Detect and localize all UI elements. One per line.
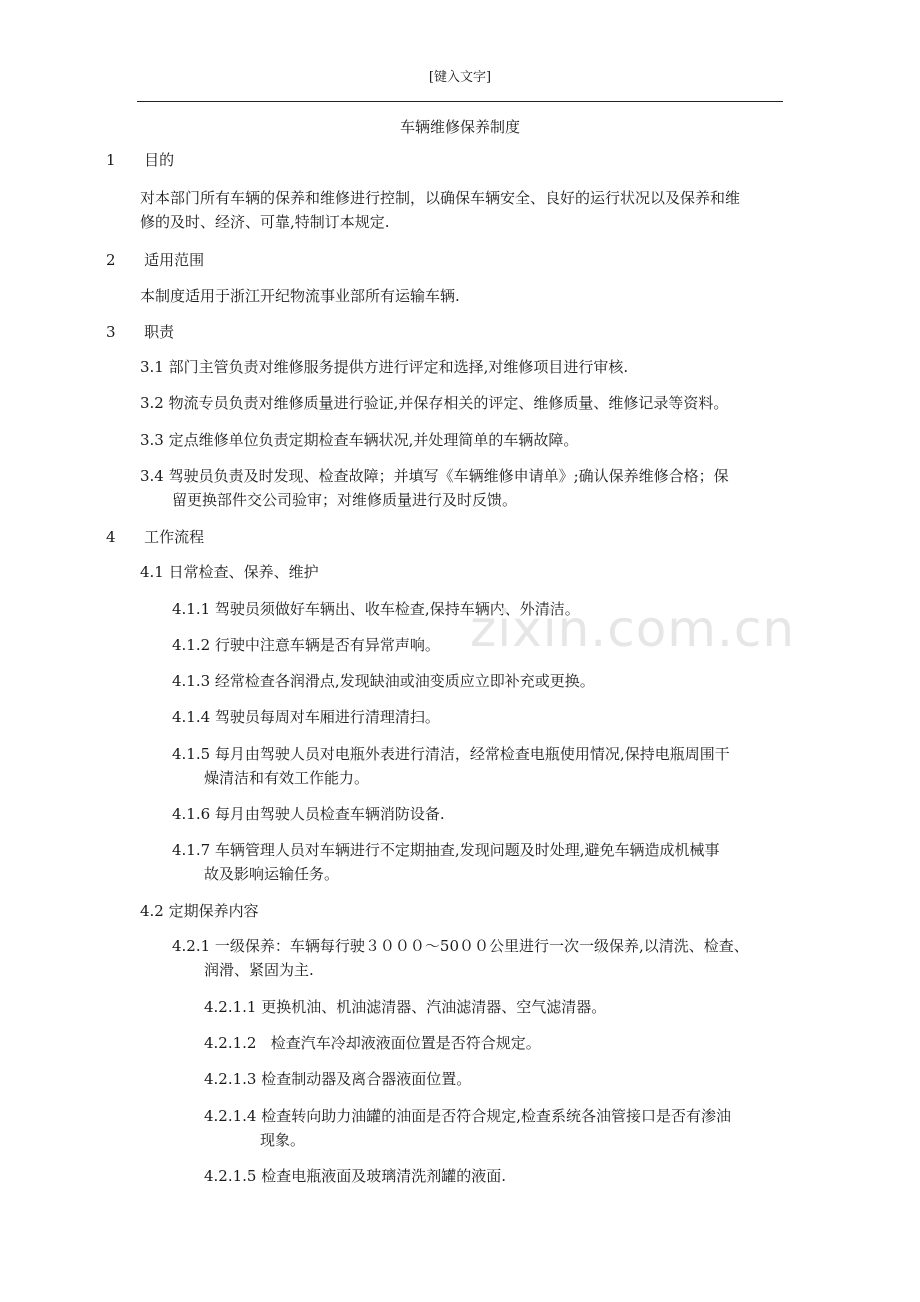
header-divider — [137, 101, 783, 102]
body-line: 4.2 定期保养内容 — [140, 902, 259, 920]
body-line: 4 工作流程 — [106, 528, 205, 546]
body-line: 4.2.1.4 检查转向助力油罐的油面是否符合规定,检查系统各油管接口是否有渗油 — [204, 1107, 732, 1125]
body-line: 3.1 部门主管负责对维修服务提供方进行评定和选择,对维修项目进行审核. — [140, 358, 629, 376]
body-line: 4.2.1 一级保养：车辆每行驶３０００～50００公里进行一次一级保养,以清洗、检查、 — [172, 937, 749, 955]
body-line: 4.1.5 每月由驾驶人员对电瓶外表进行清洁，经常检查电瓶使用情况,保持电瓶周围干 — [172, 745, 730, 763]
body-line: 1 目的 — [106, 151, 175, 169]
body-line: 4.1.7 车辆管理人员对车辆进行不定期抽查,发现问题及时处理,避免车辆造成机械事 — [172, 841, 720, 859]
body-line: 燥清洁和有效工作能力。 — [204, 769, 370, 787]
body-line: 3 职责 — [106, 323, 175, 341]
body-line: 4.1.6 每月由驾驶人员检查车辆消防设备. — [172, 805, 445, 823]
body-line: 故及影响运输任务。 — [204, 865, 340, 883]
document-title: 车辆维修保养制度 — [399, 118, 520, 136]
body-line: 4.2.1.3 检查制动器及离合器液面位置。 — [204, 1070, 472, 1088]
body-line: 4.1.2 行驶中注意车辆是否有异常声响。 — [172, 636, 440, 654]
body-line: 4.1 日常检查、保养、维护 — [140, 563, 319, 581]
body-line: 4.2.1.5 检查电瓶液面及玻璃清洗剂罐的液面. — [204, 1167, 507, 1185]
body-line: 本制度适用于浙江开纪物流事业部所有运输车辆. — [140, 287, 460, 305]
body-line: 润滑、紧固为主. — [204, 961, 314, 979]
body-line: 4.1.1 驾驶员须做好车辆出、收车检查,保持车辆内、外清洁。 — [172, 600, 580, 618]
body-line: 3.2 物流专员负责对维修质量进行验证,并保存相关的评定、维修质量、维修记录等资料。 — [140, 394, 729, 412]
watermark: zixin.com.cn — [470, 600, 796, 658]
body-line: 3.3 定点维修单位负责定期检查车辆状况,并处理简单的车辆故障。 — [140, 431, 579, 449]
page-header-text: [键入文字] — [428, 70, 492, 85]
body-line: 4.1.3 经常检查各润滑点,发现缺油或油变质应立即补充或更换。 — [172, 672, 595, 690]
body-line: 3.4 驾驶员负责及时发现、检查故障；并填写《车辆维修申请单》;确认保养维修合格；保 — [140, 467, 729, 485]
body-line: 留更换部件交公司验审；对维修质量进行及时反馈。 — [172, 491, 518, 509]
body-line: 4.2.1.2 检查汽车冷却液液面位置是否符合规定。 — [204, 1034, 541, 1052]
body-line: 4.1.4 驾驶员每周对车厢进行清理清扫。 — [172, 708, 440, 726]
body-line: 4.2.1.1 更换机油、机油滤清器、汽油滤清器、空气滤清器。 — [204, 998, 607, 1016]
body-line: 现象。 — [260, 1131, 306, 1149]
body-line: 修的及时、经济、可靠,特制订本规定. — [140, 213, 390, 231]
body-line: 2 适用范围 — [106, 251, 205, 269]
body-line: 对本部门所有车辆的保养和维修进行控制，以确保车辆安全、良好的运行状况以及保养和维 — [140, 189, 741, 207]
